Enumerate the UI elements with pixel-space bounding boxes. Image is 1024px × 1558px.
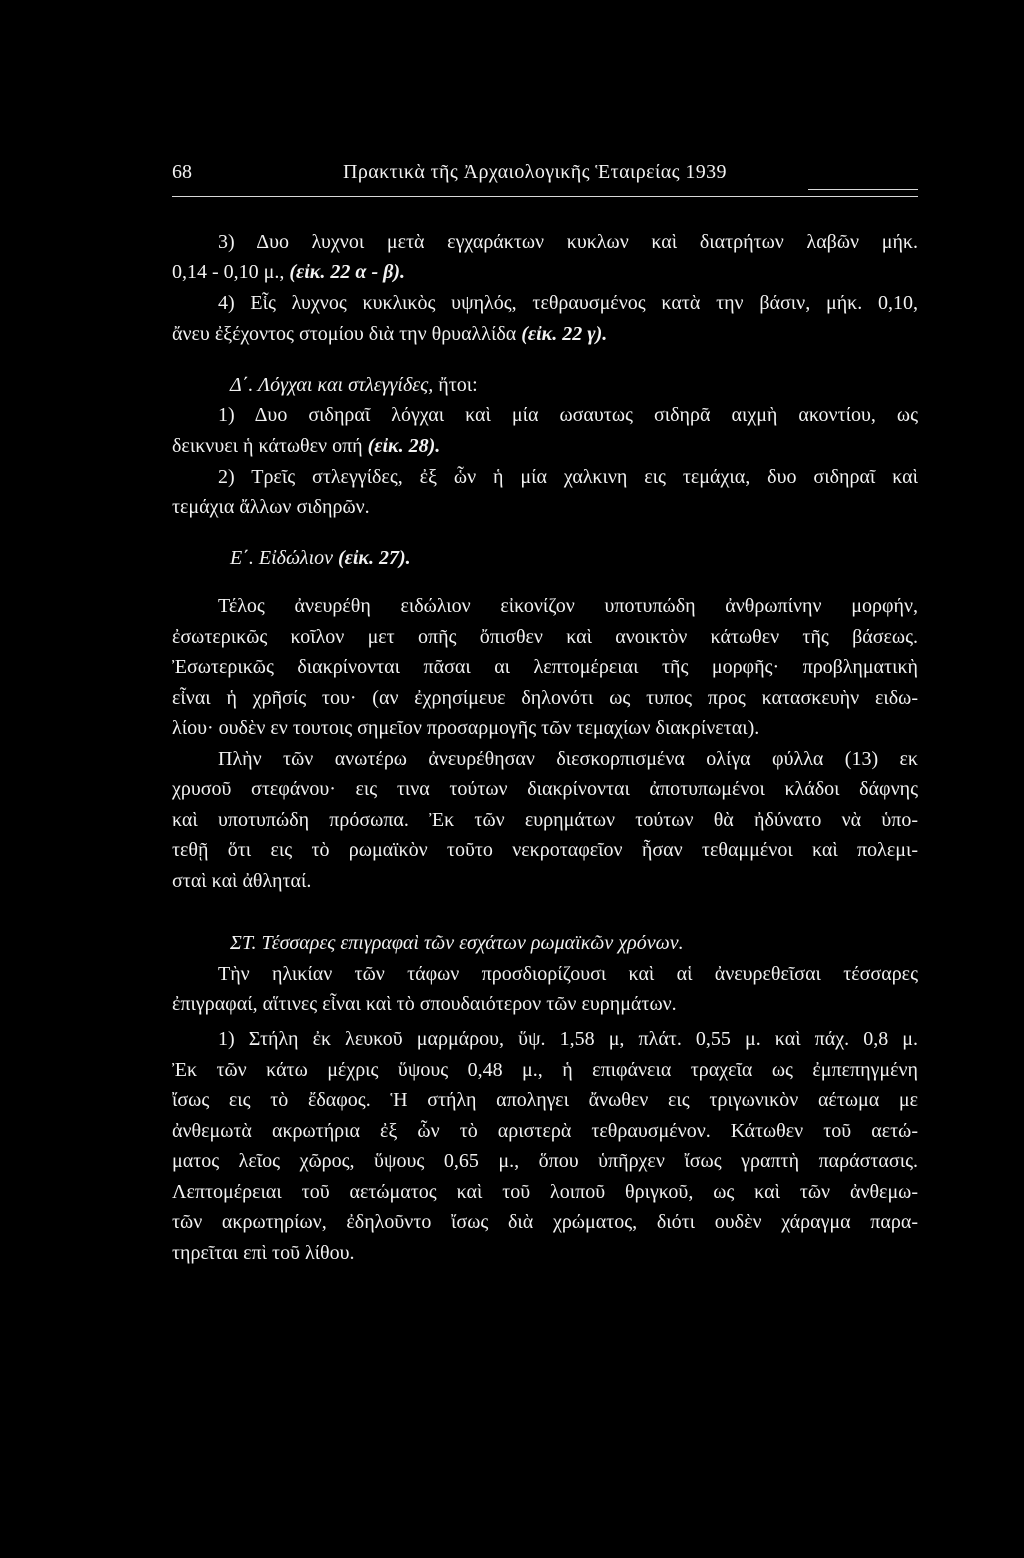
line-text: τῶν ακρωτηρίων, ἐδηλοῦντο ἴσως διὰ χρώματος, διότι ουδὲν χάραγμα παρα- — [172, 1211, 918, 1233]
line-text: 4) Εἷς λυχνος κυκλικὸς υψηλός, τεθραυσμένος κατὰ την βάσιν, μήκ. 0,10, — [218, 292, 918, 314]
text-line — [218, 591, 918, 621]
figure-reference: (εἰκ. 22 γ). — [521, 323, 608, 345]
heading-title: Δ΄. Λόγχαι και στλεγγίδες, — [230, 374, 434, 396]
text-line — [218, 744, 918, 774]
line-text: εἶναι ἡ χρῆσίς του· (αν ἐχρησίμευε δηλονότι ως τυπος προς κατασκευὴν ειδω- — [172, 687, 918, 709]
line-text: Τέλος ἀνευρέθη ειδώλιον εἰκονίζον υποτυπώδη ἀνθρωπίνην μορφήν, — [218, 595, 918, 617]
line-text: Λεπτομέρειαι τοῦ αετώματος καὶ τοῦ λοιποῦ θριγκοῦ, ως καὶ τῶν ἀνθεμω- — [172, 1181, 918, 1203]
text-line — [172, 683, 918, 713]
line-text: 1) Δυο σιδηραῖ λόγχαι καὶ μία ωσαυτως σιδηρᾶ αιχμὴ ακοντίου, ως — [218, 404, 918, 426]
text-line — [172, 1146, 918, 1176]
line-text: ἴσως εις τὸ ἔδαφος. Ἡ στήλη αποληγει ἄνωθεν εις τριγωνικὸν αέτωμα με — [172, 1089, 918, 1111]
line-text: ἐπιγραφαί, αἵτινες εἶναι καὶ τὸ σπουδαιότερον τῶν ευρημάτων. — [172, 993, 677, 1015]
text-line — [172, 257, 405, 287]
running-title: Πρακτικὰ τῆς Ἀρχαιολογικῆς Ἑταιρείας 1939 — [343, 161, 727, 183]
figure-reference: (εἰκ. 27). — [338, 547, 411, 569]
line-text: Πλὴν τῶν ανωτέρω ἀνευρέθησαν διεσκορπισμένα ολίγα φύλλα (13) εκ — [218, 748, 918, 770]
line-text: λίου· ουδὲν εν τουτοις σημεῖον προσαρμογῆς τῶν τεμαχίων διακρίνεται). — [172, 717, 760, 739]
text-line — [218, 288, 918, 318]
text-line — [172, 866, 311, 896]
page-number: 68 — [172, 161, 192, 183]
line-text: καὶ υποτυπώδη πρόσωπα. Ἐκ τῶν ευρημάτων τούτων θὰ ἠδύνατο νὰ ὑπο- — [172, 809, 918, 831]
text-line — [172, 989, 677, 1019]
line-text: 3) Δυο λυχνοι μετὰ εγχαράκτων κυκλων καὶ διατρήτων λαβῶν μήκ. — [218, 231, 918, 253]
line-text: ἄνευ ἐξέχοντος στομίου διὰ την θρυαλλίδα — [172, 323, 522, 345]
section-heading-st — [230, 928, 684, 958]
text-line — [218, 959, 918, 989]
line-text: τεθῇ ὅτι εις τὸ ρωμαϊκὸν τοῦτο νεκροταφεῖον ἦσαν τεθαμμένοι καὶ πολεμι- — [172, 839, 918, 861]
text-line — [172, 1207, 918, 1237]
line-text: σταὶ καὶ ἀθληταί. — [172, 870, 312, 892]
line-text: ἐσωτερικῶς κοῖλον μετ οπῆς ὄπισθεν καὶ ανοικτὸν κάτωθεν τῆς βάσεως. — [172, 626, 918, 648]
text-line — [172, 1177, 918, 1207]
text-line — [172, 835, 918, 865]
line-text: 1) Στήλη ἐκ λευκοῦ μαρμάρου, ὕψ. 1,58 μ, πλάτ. 0,55 μ. καὶ πάχ. 0,8 μ. — [218, 1028, 918, 1050]
text-line — [172, 492, 370, 522]
text-line — [218, 400, 918, 430]
line-text: τηρεῖται επὶ τοῦ λίθου. — [172, 1242, 355, 1264]
text-line — [172, 1085, 918, 1115]
line-text: ἀνθεμωτὰ ακρωτήρια ἐξ ὧν τὸ αριστερὰ τεθραυσμένον. Κάτωθεν τοῦ αετώ- — [172, 1120, 918, 1142]
text-line — [218, 1024, 918, 1054]
line-text: δεικνυει ἡ κάτωθεν οπή — [172, 435, 368, 457]
line-text: Τὴν ηλικίαν τῶν τάφων προσδιορίζουσι καὶ αἱ ἀνευρεθεῖσαι τέσσαρες — [218, 963, 918, 985]
section-heading-e — [230, 543, 411, 573]
line-text: χρυσοῦ στεφάνου· εις τινα τούτων διακρίνονται ἀποτυπωμένοι κλάδοι δάφνης — [172, 778, 918, 800]
text-line — [172, 652, 918, 682]
header-rule — [172, 196, 918, 197]
text-line — [172, 805, 918, 835]
text-line — [172, 774, 918, 804]
text-line — [172, 431, 440, 461]
heading-title: Ε΄. Εἰδώλιον — [230, 547, 338, 569]
figure-reference: (εἰκ. 28). — [367, 435, 441, 457]
text-line — [172, 1238, 355, 1268]
text-line — [218, 227, 918, 257]
text-line — [172, 1055, 918, 1085]
text-line — [172, 1116, 918, 1146]
text-line — [172, 622, 918, 652]
text-line — [172, 713, 759, 743]
line-text: τεμάχια ἄλλων σιδηρῶν. — [172, 496, 370, 518]
heading-suffix: ἤτοι: — [433, 374, 478, 396]
line-text: Ἐσωτερικῶς διακρίνονται πᾶσαι αι λεπτομέρειαι τῆς μορφῆς· προβληματικὴ — [172, 656, 918, 678]
line-text: Ἐκ τῶν κάτω μέχρις ὕψους 0,48 μ., ἡ επιφάνεια τραχεῖα ως ἐμπεπηγμένη — [172, 1059, 918, 1081]
figure-reference: (εἰκ. 22 α - β). — [289, 261, 406, 283]
text-line — [218, 462, 918, 492]
header-rule-right — [808, 189, 918, 190]
heading-title: ΣΤ. Τέσσαρες επιγραφαὶ τῶν εσχάτων ρωμαϊκῶν χρόνων. — [230, 932, 684, 954]
line-text: 2) Τρεῖς στλεγγίδες, ἐξ ὧν ἡ μία χαλκινη εις τεμάχια, δυο σιδηραῖ καὶ — [218, 466, 918, 488]
line-text: ματος λεῖος χῶρος, ὕψους 0,65 μ., ὅπου ὑπῆρχεν ἴσως γραπτὴ παράστασις. — [172, 1150, 918, 1172]
line-text: 0,14 - 0,10 μ., — [172, 261, 290, 283]
text-line — [172, 319, 607, 349]
section-heading-d — [230, 370, 478, 400]
